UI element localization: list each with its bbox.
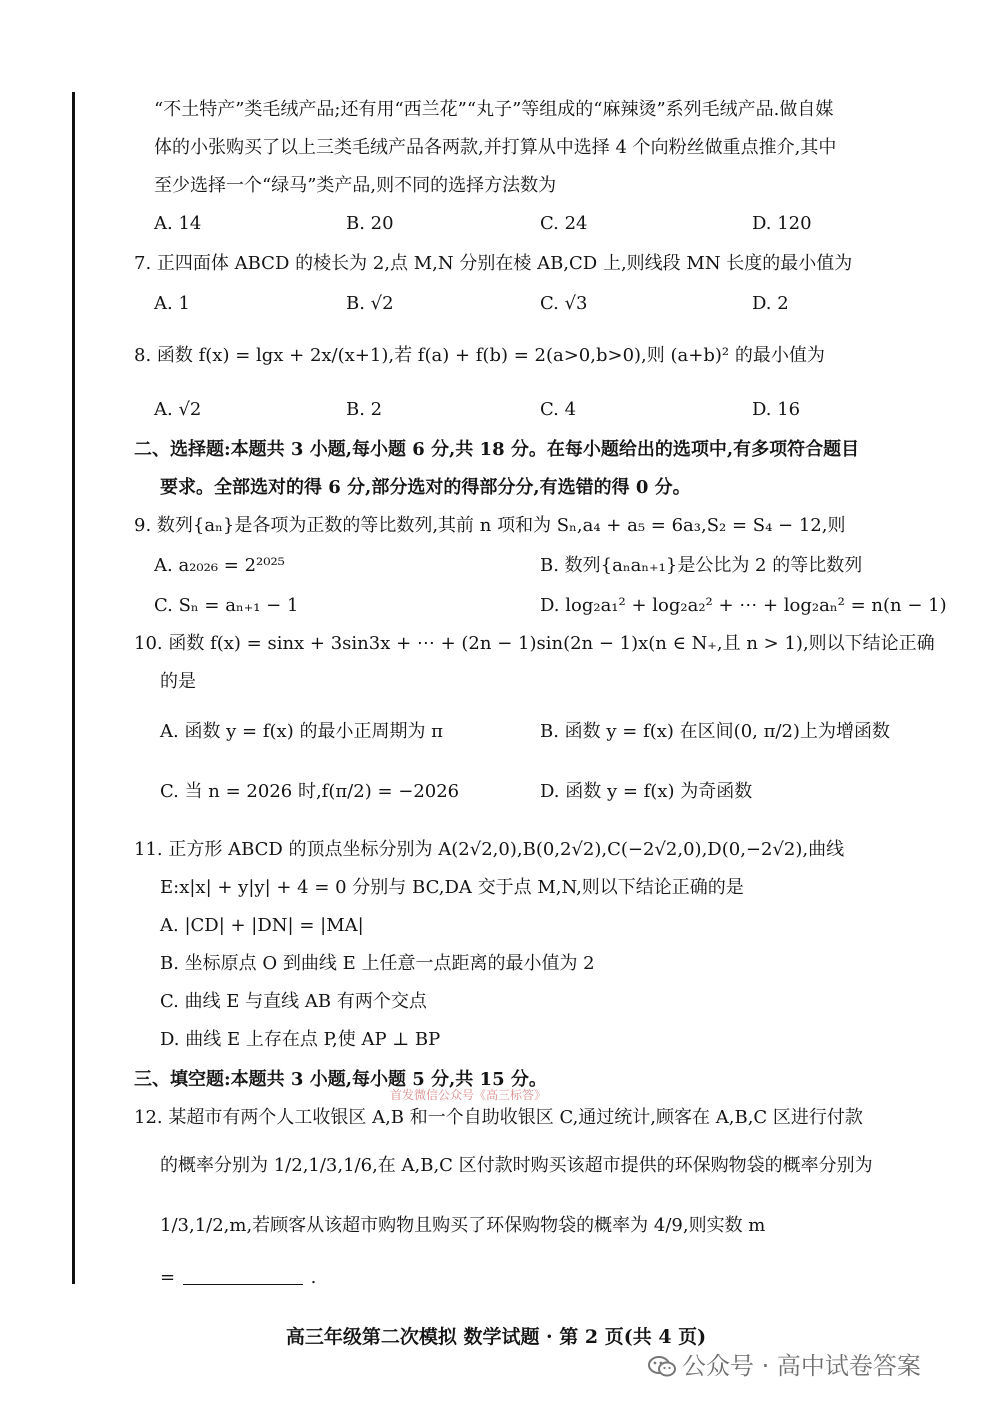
q6-option-c: C. 24	[540, 213, 588, 234]
wechat-label: 公众号 · 高中试卷答案	[682, 1352, 921, 1380]
q11-option-b: B. 坐标原点 O 到曲线 E 上任意一点距离的最小值为 2	[160, 953, 595, 974]
q11-stem-2: E:x|x| + y|y| + 4 = 0 分别与 BC,DA 交于点 M,N,则以下结论正确的是	[160, 877, 744, 898]
q9-option-a: A. a₂₀₂₆ = 2²⁰²⁵	[154, 555, 285, 576]
q7-option-c: C. √3	[540, 293, 588, 314]
q6-line-3: 至少选择一个“绿马”类产品,则不同的选择方法数为	[154, 175, 557, 196]
q12-line-1: 12. 某超市有两个人工收银区 A,B 和一个自助收银区 C,通过统计,顾客在 A,B,C 区进行付款	[134, 1107, 863, 1128]
q9-option-d: D. log₂a₁² + log₂a₂² + ⋯ + log₂aₙ² = n(n − 1)	[540, 595, 947, 616]
wechat-watermark	[648, 1346, 921, 1381]
q12-line-2: 的概率分别为 1/2,1/3,1/6,在 A,B,C 区付款时购买该超市提供的环保购物袋的概率分别为	[160, 1155, 873, 1176]
margin-rule	[72, 92, 75, 1284]
q11-stem: 11. 正方形 ABCD 的顶点坐标分别为 A(2√2,0),B(0,2√2),C(−2√2,0),D(0,−2√2),曲线	[134, 839, 845, 860]
q12-period: .	[310, 1267, 317, 1288]
q12-answer-line	[160, 1266, 316, 1290]
q8-option-c: C. 4	[540, 399, 577, 420]
q10-option-c: C. 当 n = 2026 时,f(π/2) = −2026	[160, 781, 460, 802]
q9-stem: 9. 数列{aₙ}是各项为正数的等比数列,其前 n 项和为 Sₙ,a₄ + a₅ = 6a₃,S₂ = S₄ − 12,则	[134, 515, 846, 536]
watermark-text: 首发微信公众号《高三标答》	[390, 1088, 547, 1102]
q10-option-b: B. 函数 y = f(x) 在区间(0, π/2)上为增函数	[540, 721, 890, 742]
wechat-icon	[648, 1355, 676, 1377]
q8-option-d: D. 16	[752, 399, 801, 420]
q11-option-a: A. |CD| + |DN| = |MA|	[160, 915, 364, 936]
section-2-rules: 要求。全部选对的得 6 分,部分选对的得部分分,有选错的得 0 分。	[160, 477, 691, 498]
q9-option-b: B. 数列{aₙaₙ₊₁}是公比为 2 的等比数列	[540, 555, 863, 576]
q7-option-b: B. √2	[346, 293, 394, 314]
q7-stem: 7. 正四面体 ABCD 的棱长为 2,点 M,N 分别在棱 AB,CD 上,则线段 MN 长度的最小值为	[134, 253, 853, 274]
q6-line-1: “不土特产”类毛绒产品;还有用“西兰花”“丸子”等组成的“麻辣烫”系列毛绒产品.做自媒	[154, 99, 834, 120]
q7-option-a: A. 1	[154, 293, 190, 314]
q8-option-a: A. √2	[154, 399, 202, 420]
q8-stem: 8. 函数 f(x) = lgx + 2x/(x+1),若 f(a) + f(b) = 2(a>0,b>0),则 (a+b)² 的最小值为	[134, 345, 825, 366]
q6-option-b: B. 20	[346, 213, 394, 234]
q10-stem-2: 的是	[160, 671, 196, 692]
q12-equals: =	[160, 1267, 176, 1288]
q12-answer-blank[interactable]	[183, 1268, 303, 1285]
footer-text: 高三年级第二次模拟 数学试题 · 第 2 页(共 4 页)	[285, 1326, 707, 1348]
q6-option-a: A. 14	[154, 213, 202, 234]
q6-option-d: D. 120	[752, 213, 812, 234]
q10-option-d: D. 函数 y = f(x) 为奇函数	[540, 781, 753, 802]
q12-line-3: 1/3,1/2,m,若顾客从该超市购物且购买了环保购物袋的概率为 4/9,则实数 m	[160, 1215, 766, 1236]
q9-option-c: C. Sₙ = aₙ₊₁ − 1	[154, 595, 299, 616]
page-footer	[0, 1322, 992, 1349]
section-2-heading: 二、选择题:本题共 3 小题,每小题 6 分,共 18 分。在每小题给出的选项中,有多项符合题目	[134, 439, 860, 460]
q11-option-d: D. 曲线 E 上存在点 P,使 AP ⊥ BP	[160, 1029, 441, 1050]
q10-option-a: A. 函数 y = f(x) 的最小正周期为 π	[160, 721, 443, 742]
q10-stem: 10. 函数 f(x) = sinx + 3sin3x + ⋯ + (2n − 1)sin(2n − 1)x(n ∈ N₊,且 n > 1),则以下结论正确	[134, 633, 935, 654]
q11-option-c: C. 曲线 E 与直线 AB 有两个交点	[160, 991, 427, 1012]
section-3-heading: 三、填空题:本题共 3 小题,每小题 5 分,共 15 分。	[134, 1069, 547, 1090]
q6-line-2: 体的小张购买了以上三类毛绒产品各两款,并打算从中选择 4 个向粉丝做重点推介,其中	[154, 137, 837, 158]
q8-option-b: B. 2	[346, 399, 383, 420]
q7-option-d: D. 2	[752, 293, 789, 314]
